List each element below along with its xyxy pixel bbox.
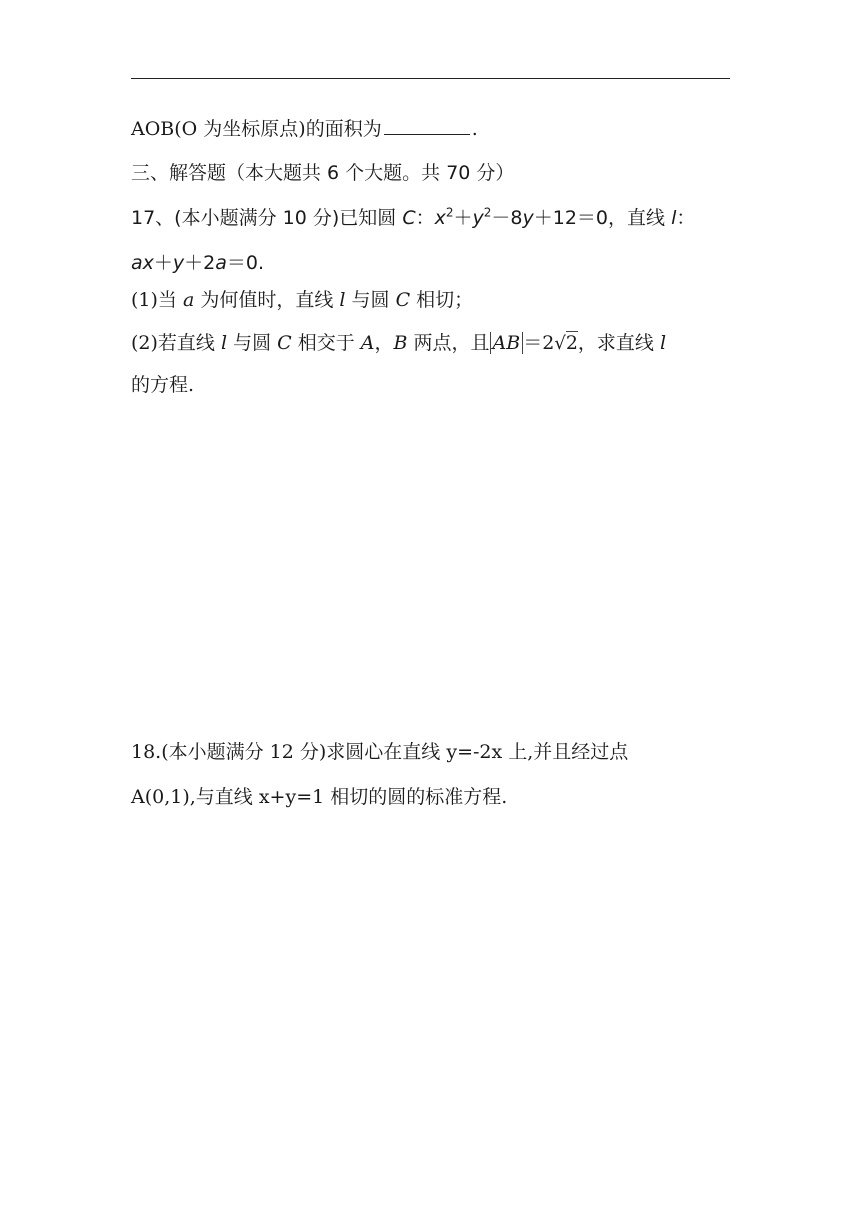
problem-17-part-2-tail: 的方程. bbox=[131, 374, 195, 396]
problem-17-part-1: (1)当 a 为何值时，直线 l 与圆 C 相切； bbox=[131, 289, 474, 311]
sqrt-expression: √2 bbox=[554, 332, 578, 354]
answer-blank bbox=[384, 116, 470, 135]
problem-16-text: AOB(O 为坐标原点)的面积为 bbox=[131, 118, 382, 140]
header-rule bbox=[131, 78, 730, 79]
section-3-heading: 三、解答题（本大题共 6 个大题。共 70 分） bbox=[131, 162, 515, 184]
problem-18-line-2: A(0,1),与直线 x+y=1 相切的圆的标准方程. bbox=[131, 786, 508, 808]
problem-17-line-equation: ax＋y＋2a＝0. bbox=[131, 252, 265, 274]
problem-18-line-1: 18.(本小题满分 12 分)求圆心在直线 y=-2x 上,并且经过点 bbox=[131, 741, 629, 763]
problem-16-continuation bbox=[131, 116, 478, 141]
abs-ab: AB bbox=[490, 332, 524, 354]
problem-17-statement: 17、(本小题满分 10 分)已知圆 C：$x^2+y^2-8y+12=0$，直线 l： bbox=[131, 205, 696, 229]
problem-17-part-2: (2)若直线 l 与圆 C 相交于 A，B 两点，且 AB ＝2√2，求直线 l bbox=[131, 332, 667, 354]
problem-16-period: . bbox=[471, 118, 478, 140]
